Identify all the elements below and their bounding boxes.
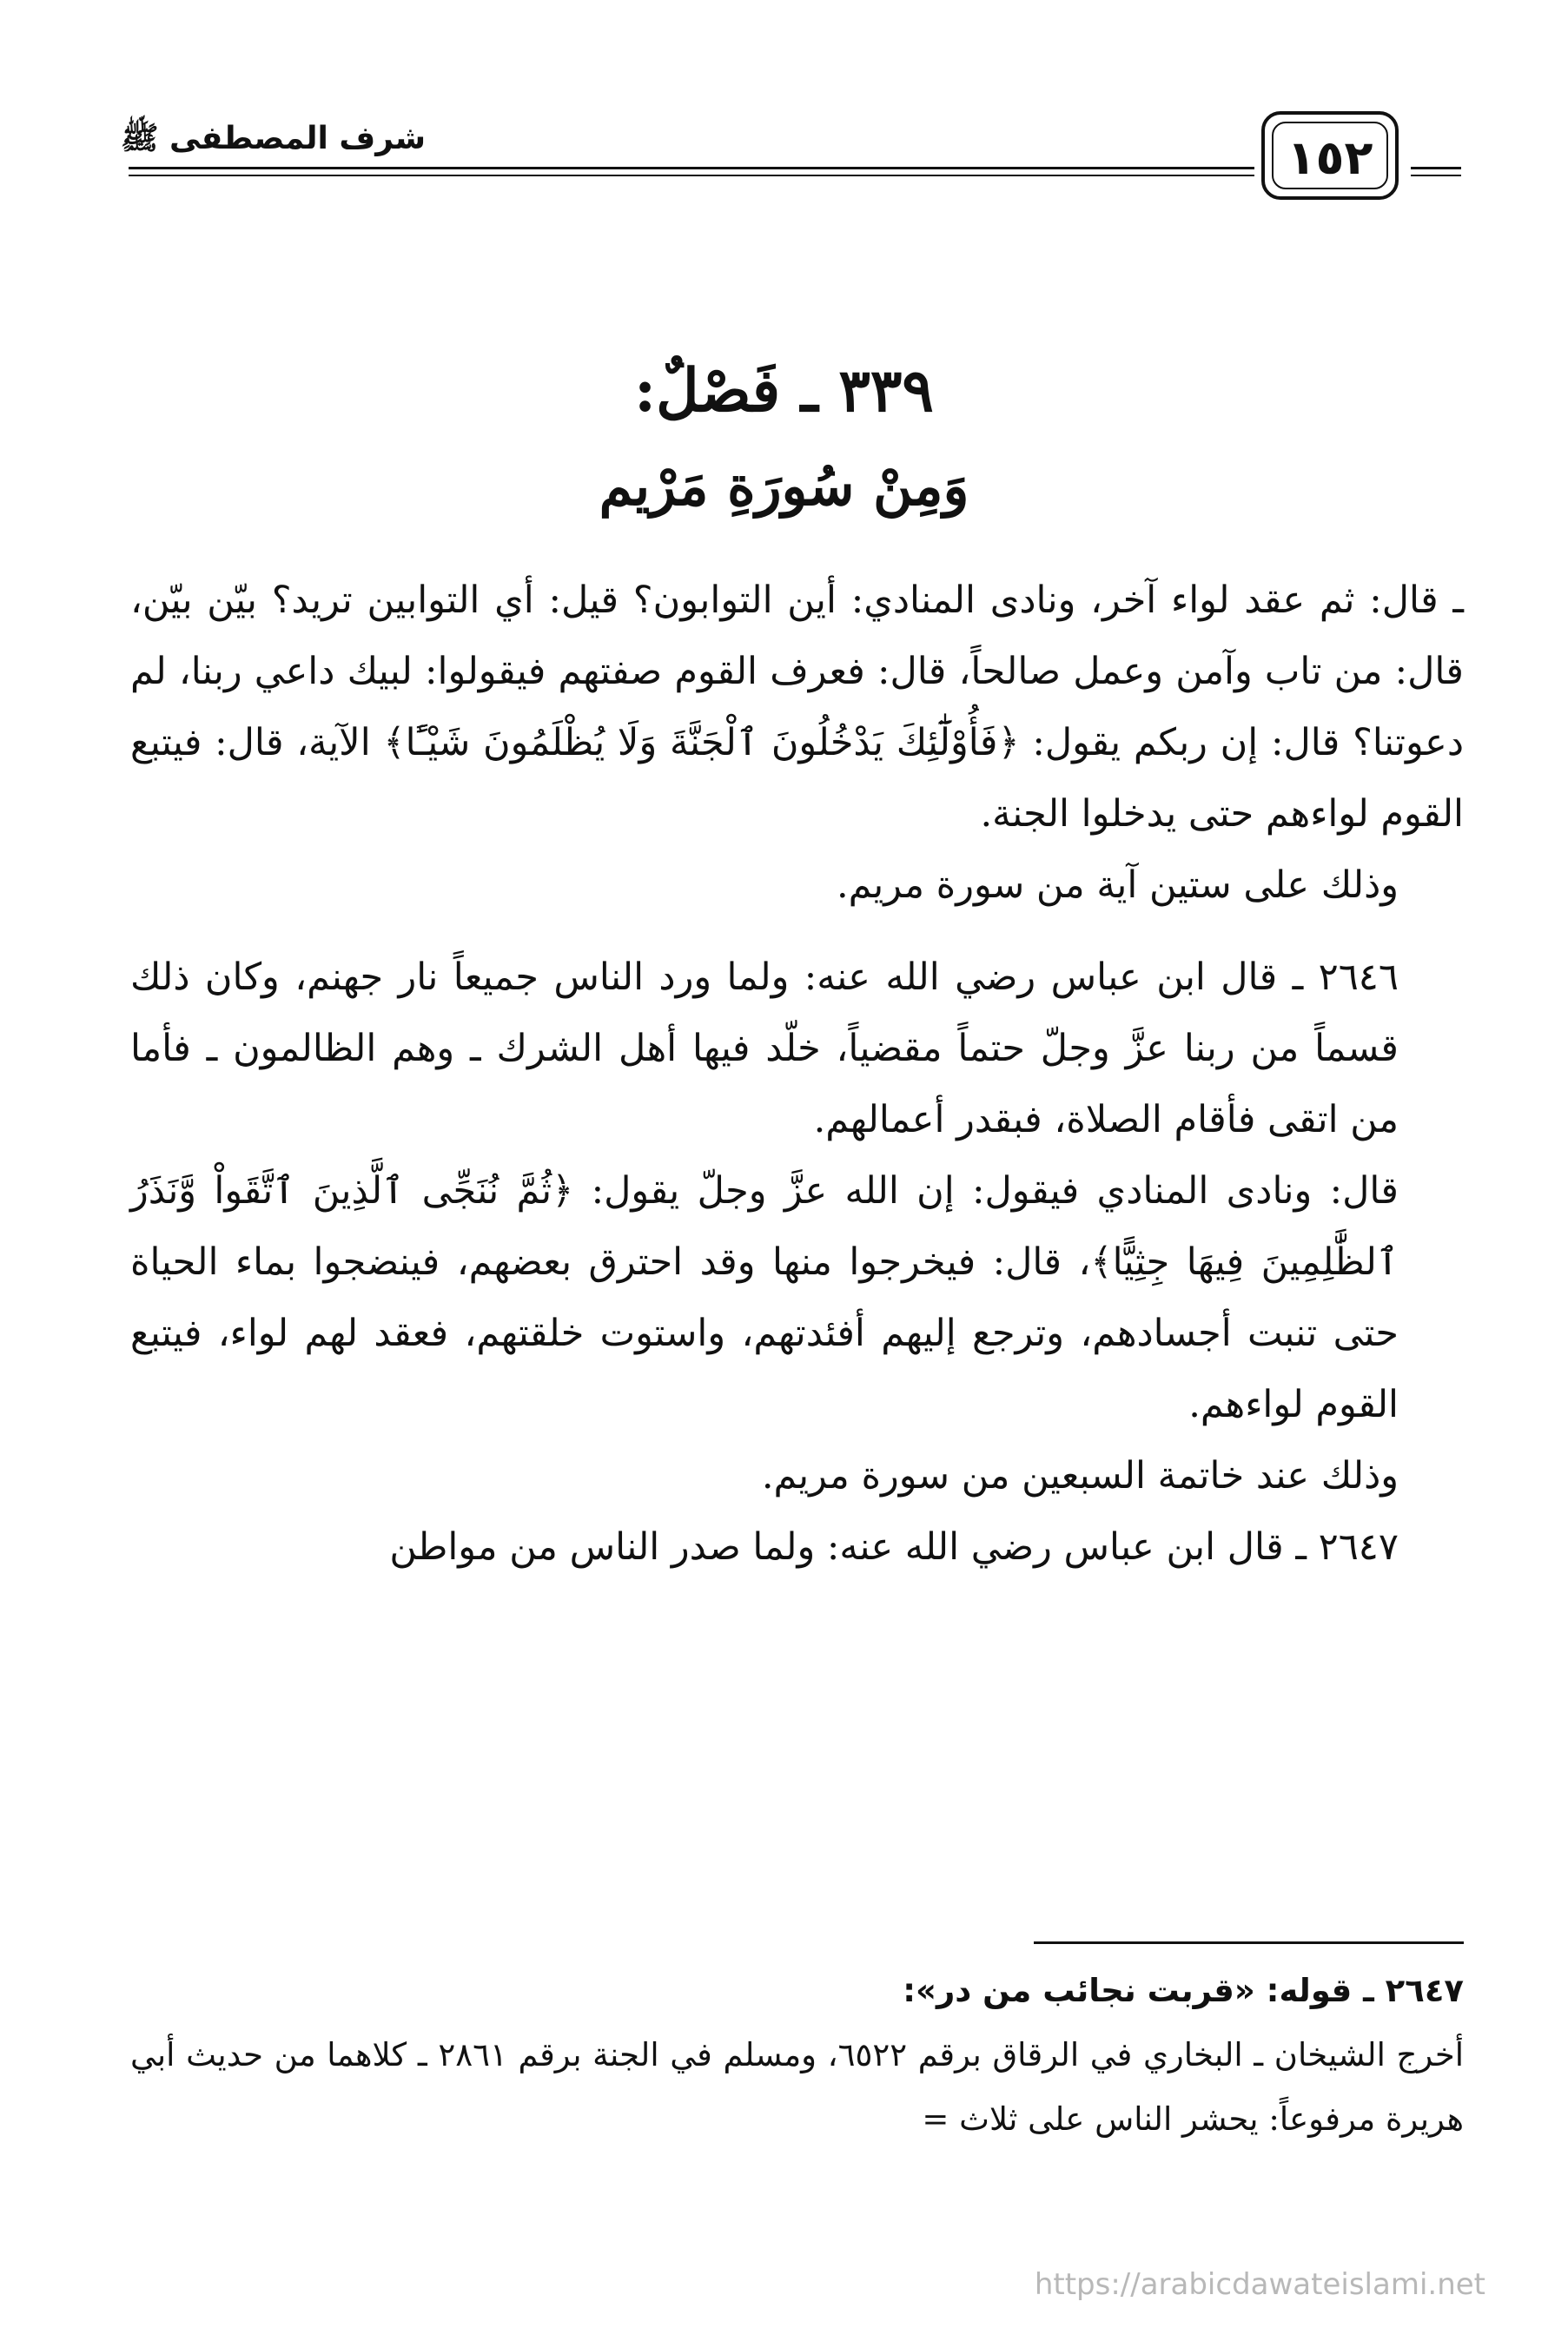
footnote-heading: ٢٦٤٧ ـ قوله: «قربت نجائب من در»:	[903, 1972, 1464, 2009]
watermark-url: https://arabicdawateislami.net	[1034, 2267, 1485, 2302]
header-rule	[129, 167, 1254, 169]
section-number-title: ٣٣٩ ـ فَصْلٌ:	[634, 356, 934, 426]
paragraph: وذلك عند خاتمة السبعين من سورة مريم.	[761, 1454, 1399, 1498]
paragraph: ٢٦٤٦ ـ قال ابن عباس رضي الله عنه: ولما ورد الناس جميعاً نار جهنم، وكان ذلك قسماً من ربنا عزَّ وجلّ حتماً مقضياً، خلّد فيها أهل الشرك ـ وهم الظالمون ـ فأما من اتقى فأقام الصلاة، فبقدر أعمالهم.	[130, 956, 1399, 1141]
running-header-title: شرف المصطفى ﷺ	[120, 121, 426, 156]
header-rule	[1411, 167, 1461, 169]
main-text	[130, 565, 1464, 1583]
paragraph: ـ قال: ثم عقد لواء آخر، ونادى المنادي: أين التوابون؟ قيل: أي التوابين تريد؟ بيّن بيّن، قال: من تاب وآمن وعمل صالحاً، قال: فعرف القوم صفتهم فيقولوا: لبيك داعي ربنا، لم دعوتنا؟ قال: إن ربكم يقول: ﴿فَأُوْلَٰٓئِكَ يَدْخُلُونَ ٱلْجَنَّةَ وَلَا يُظْلَمُونَ شَيْـًٔا﴾ الآية، قال: فيتبع القوم لواءهم حتى يدخلوا الجنة.	[130, 579, 1464, 836]
header-rule	[1411, 175, 1461, 176]
page-number: ١٥٢	[1272, 122, 1388, 189]
section-subtitle: وَمِنْ سُورَةِ مَرْيم	[599, 454, 969, 518]
footnote-text: أخرج الشيخان ـ البخاري في الرقاق برقم ٦٥٢٢، ومسلم في الجنة برقم ٢٨٦١ ـ كلاهما من حديث أبي هريرة مرفوعاً: يحشر الناس على ثلاث =	[130, 2036, 1464, 2138]
paragraph: ٢٦٤٧ ـ قال ابن عباس رضي الله عنه: ولما صدر الناس من مواطن	[389, 1525, 1399, 1569]
paragraph: قال: ونادى المنادي فيقول: إن الله عزَّ وجلّ يقول: ﴿ثُمَّ نُنَجِّى ٱلَّذِينَ ٱتَّقَواْ وَّنَذَرُ ٱلظَّٰلِمِينَ فِيهَا جِثِيًّا﴾، قال: فيخرجوا منها وقد احترق بعضهم، فينضجوا بماء الحياة حتى تنبت أجسادهم، وترجع إليهم أفئدتهم، واستوت خلقتهم، فعقد لهم لواء، فيتبع القوم لواءهم.	[130, 1169, 1399, 1426]
footnote-rule	[1034, 1941, 1464, 1944]
page-number-frame	[1261, 111, 1399, 200]
footnote	[130, 1959, 1464, 2152]
paragraph: وذلك على ستين آية من سورة مريم.	[837, 863, 1399, 907]
header-rule	[129, 175, 1254, 176]
